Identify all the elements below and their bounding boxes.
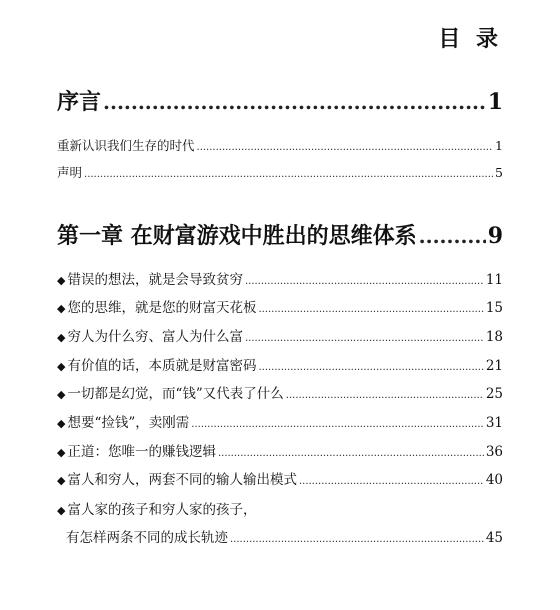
toc-entry[interactable] (57, 268, 503, 288)
page-number: 5 (495, 165, 503, 180)
diamond-bullet-icon: ◆ (57, 302, 66, 315)
leader-dots (258, 362, 483, 373)
page-number: 18 (485, 329, 503, 345)
toc-heading-chapter-1[interactable] (57, 219, 503, 250)
page-number: 15 (485, 300, 503, 316)
entry-label: 有怎样两条不同的成长轨迹 (66, 530, 228, 546)
entry-label: ◆ 正道：您唯一的赚钱逻辑 (57, 444, 216, 460)
page-number: 45 (485, 530, 503, 546)
diamond-bullet-icon: ◆ (57, 474, 66, 487)
toc-entry[interactable] (57, 354, 503, 374)
page-number: 36 (485, 444, 503, 460)
leader-dots (286, 390, 484, 401)
entry-label: 声明 (57, 165, 83, 180)
leader-dots (245, 333, 484, 344)
heading-label: 第一章 在财富游戏中胜出的思维体系 (57, 223, 417, 249)
entry-label: ◆ 一切都是幻觉，而“钱”又代表了什么 (57, 386, 284, 402)
diamond-bullet-icon: ◆ (57, 388, 66, 401)
entry-label: ◆ 想要“捡钱”，卖刚需 (57, 415, 190, 431)
diamond-bullet-icon: ◆ (57, 504, 66, 517)
diamond-bullet-icon: ◆ (57, 446, 66, 459)
heading-label: 序言 (57, 89, 102, 115)
leader-dots (245, 276, 484, 287)
entry-label: ◆ 有价值的话，本质就是财富密码 (57, 358, 257, 374)
page-number: 1 (487, 89, 503, 115)
entry-label: ◆ 错误的想法，就是会导致贫穷 (57, 272, 243, 288)
leader-dots (230, 534, 484, 545)
toc-entry-line1[interactable]: ◆ 富人家的孩子和穷人家的孩子， (57, 502, 257, 518)
leader-dots (191, 419, 484, 430)
leader-dots (299, 476, 484, 487)
page-number: 21 (485, 358, 503, 374)
toc-entry[interactable] (57, 163, 503, 181)
diamond-bullet-icon: ◆ (57, 360, 66, 373)
entry-label: ◆ 穷人为什么穷、富人为什么富 (57, 329, 243, 345)
toc-entry[interactable] (57, 325, 503, 345)
entry-label: ◆ 富人和穷人，两套不同的输人输出模式 (57, 472, 297, 488)
toc-entry-line2[interactable] (66, 526, 503, 546)
toc-entry[interactable] (57, 296, 503, 316)
toc-entry[interactable] (57, 136, 503, 154)
entry-label: 重新认识我们生存的时代 (57, 138, 195, 153)
toc-entry[interactable] (57, 440, 503, 460)
toc-entry[interactable] (57, 468, 503, 488)
diamond-bullet-icon: ◆ (57, 417, 66, 430)
page-number: 1 (495, 138, 503, 153)
leader-dots (258, 304, 483, 315)
leader-dots (103, 90, 486, 114)
page-number: 11 (485, 272, 503, 288)
toc-heading-preface[interactable] (57, 85, 503, 116)
leader-dots (197, 142, 494, 153)
page-number: 9 (487, 223, 503, 249)
toc-entry[interactable] (57, 382, 503, 402)
diamond-bullet-icon: ◆ (57, 274, 66, 287)
entry-label: ◆ 您的思维，就是您的财富天花板 (57, 300, 257, 316)
toc-title: 目 录 (438, 26, 502, 52)
leader-dots (84, 169, 493, 180)
page-number: 40 (485, 472, 503, 488)
leader-dots (419, 224, 486, 248)
page-number: 31 (485, 415, 503, 431)
leader-dots (218, 448, 484, 459)
diamond-bullet-icon: ◆ (57, 331, 66, 344)
toc-entry[interactable] (57, 411, 503, 431)
page-number: 25 (485, 386, 503, 402)
